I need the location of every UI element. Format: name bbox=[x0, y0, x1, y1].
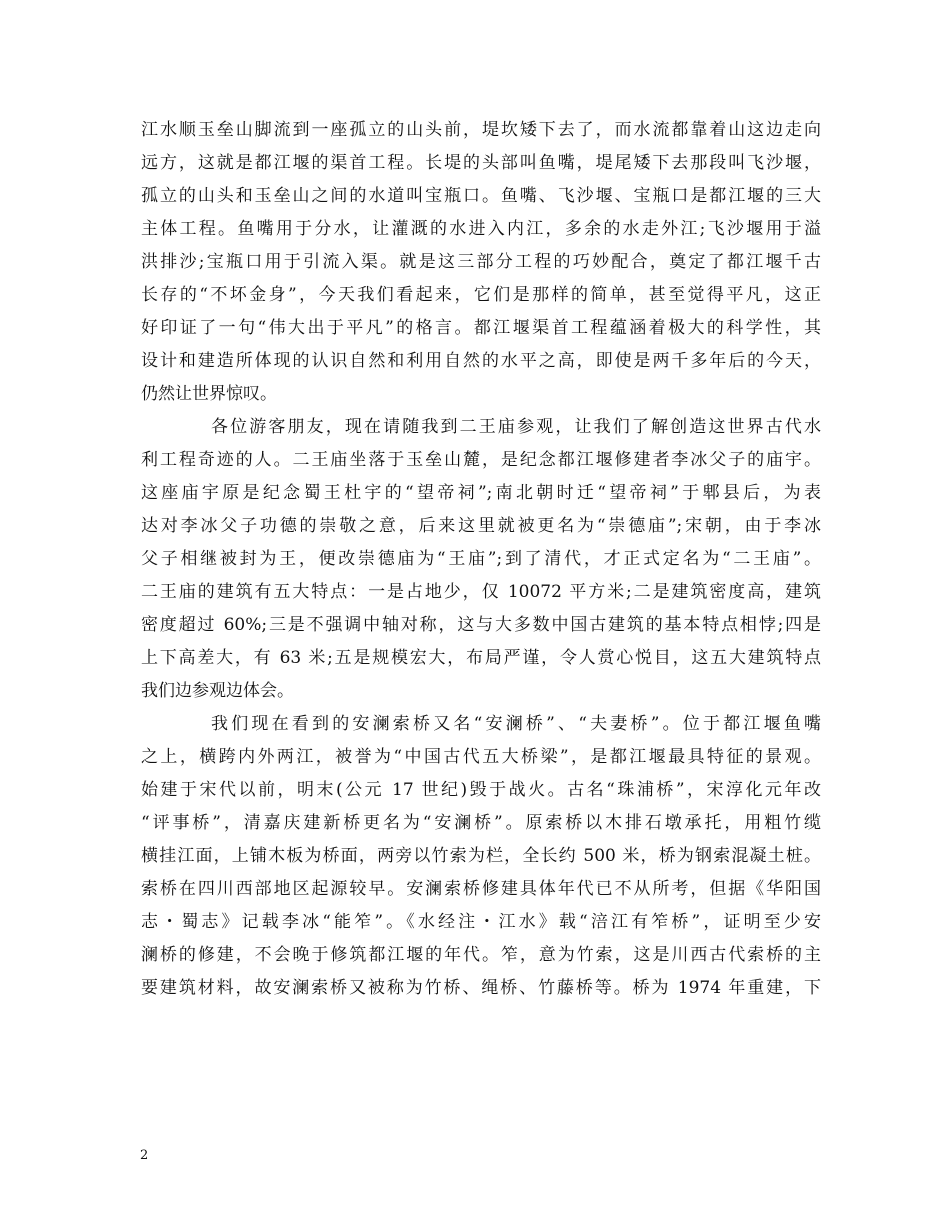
paragraph-dujiangyan-headworks bbox=[141, 114, 821, 411]
text-line: 远方，这就是都江堰的渠首工程。长堤的头部叫鱼嘴，堤尾矮下去那段叫飞沙堰， bbox=[141, 153, 821, 173]
body-text bbox=[141, 114, 821, 1005]
text-line: 二王庙的建筑有五大特点：一是占地少，仅 10072 平方米;二是建筑密度高，建筑 bbox=[141, 582, 821, 602]
text-line: 洪排沙;宝瓶口用于引流入渠。就是这三部分工程的巧妙配合，奠定了都江堰千古 bbox=[141, 252, 821, 272]
text-line: 澜桥的修建，不会晚于修筑都江堰的年代。笮，意为竹索，这是川西古代索桥的主 bbox=[141, 945, 821, 965]
text-line: 之上，横跨内外两江，被誉为“中国古代五大桥梁”，是都江堰最具特征的景观。 bbox=[141, 747, 821, 767]
text-line: 志・蜀志》记载李冰“能笮”。《水经注・江水》载“涪江有笮桥”，证明至少安 bbox=[141, 912, 821, 932]
text-line: 父子相继被封为王，便改崇德庙为“王庙”;到了清代，才正式定名为“二王庙”。 bbox=[141, 549, 821, 569]
text-line: 密度超过 60%;三是不强调中轴对称，这与大多数中国古建筑的基本特点相悖;四是 bbox=[141, 615, 821, 635]
text-line: 长存的“不坏金身”，今天我们看起来，它们是那样的简单，甚至觉得平凡，这正 bbox=[141, 285, 821, 305]
text-line: 各位游客朋友，现在请随我到二王庙参观，让我们了解创造这世界古代水 bbox=[211, 417, 821, 437]
text-line: 达对李冰父子功德的崇敬之意，后来这里就被更名为“崇德庙”;宋朝，由于李冰 bbox=[141, 516, 821, 536]
text-line: 横挂江面，上铺木板为桥面，两旁以竹索为栏，全长约 500 米，桥为钢索混凝土桩。 bbox=[141, 846, 821, 866]
paragraph-erwang-temple bbox=[141, 411, 821, 708]
text-line: 利工程奇迹的人。二王庙坐落于玉垒山麓，是纪念都江堰修建者李冰父子的庙宇。 bbox=[141, 450, 821, 470]
text-line: 仍然让世界惊叹。 bbox=[141, 384, 277, 404]
text-line: 这座庙宇原是纪念蜀王杜宇的“望帝祠”;南北朝时迁“望帝祠”于郫县后，为表 bbox=[141, 483, 821, 503]
text-line: 索桥在四川西部地区起源较早。安澜索桥修建具体年代已不从所考，但据《华阳国 bbox=[141, 879, 821, 899]
text-line: 要建筑材料，故安澜索桥又被称为竹桥、绳桥、竹藤桥等。桥为 1974 年重建，下 bbox=[141, 978, 821, 998]
paragraph-anlan-bridge bbox=[141, 708, 821, 1005]
text-line: 江水顺玉垒山脚流到一座孤立的山头前，堤坎矮下去了，而水流都靠着山这边走向 bbox=[141, 120, 821, 140]
text-line: 我们现在看到的安澜索桥又名“安澜桥”、“夫妻桥”。位于都江堰鱼嘴 bbox=[211, 714, 821, 734]
text-line: 我们边参观边体会。 bbox=[141, 681, 294, 701]
page-number: 2 bbox=[140, 1148, 149, 1163]
text-line: “评事桥”，清嘉庆建新桥更名为“安澜桥”。原索桥以木排石墩承托，用粗竹缆 bbox=[141, 813, 821, 833]
text-line: 主体工程。鱼嘴用于分水，让灌溉的水进入内江，多余的水走外江;飞沙堰用于溢 bbox=[141, 219, 821, 239]
text-line: 始建于宋代以前，明末(公元 17 世纪)毁于战火。古名“珠浦桥”，宋淳化元年改 bbox=[141, 780, 821, 800]
text-line: 孤立的山头和玉垒山之间的水道叫宝瓶口。鱼嘴、飞沙堰、宝瓶口是都江堰的三大 bbox=[141, 186, 821, 206]
text-line: 好印证了一句“伟大出于平凡”的格言。都江堰渠首工程蕴涵着极大的科学性，其 bbox=[141, 318, 821, 338]
text-line: 设计和建造所体现的认识自然和利用自然的水平之高，即使是两千多年后的今天， bbox=[141, 351, 821, 371]
text-line: 上下高差大，有 63 米;五是规模宏大，布局严谨，令人赏心悦目，这五大建筑特点 bbox=[141, 648, 821, 668]
